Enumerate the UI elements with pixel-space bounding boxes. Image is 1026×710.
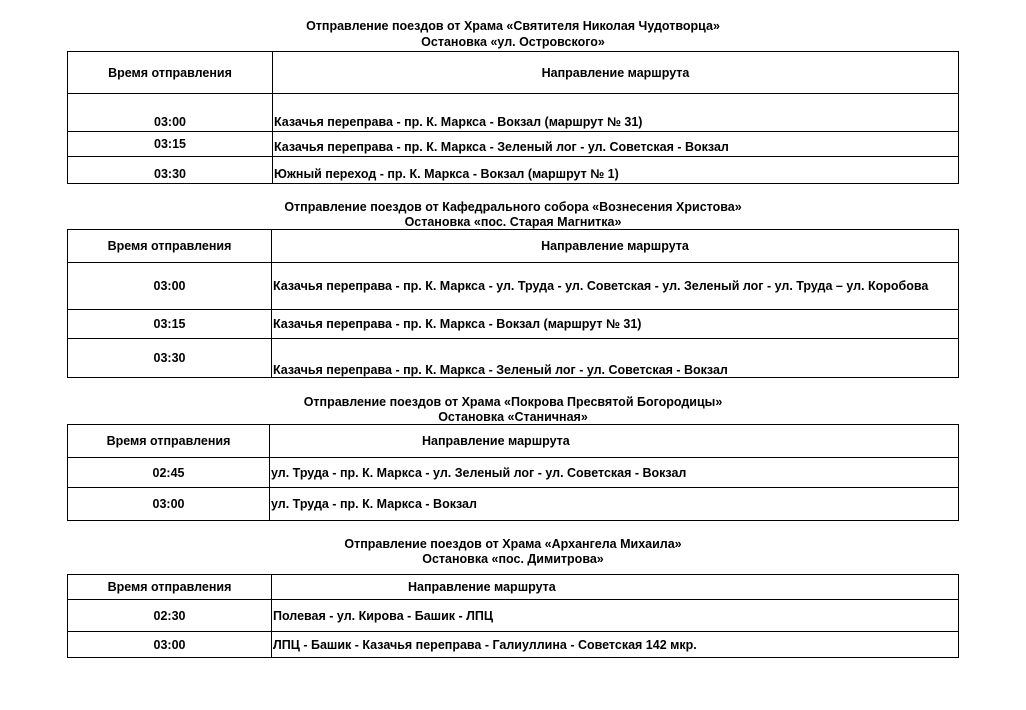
table-row	[68, 488, 959, 521]
section-3-title: Отправление поездов от Храма «Покрова Пресвятой Богородицы»	[303, 395, 723, 409]
departure-time: 03:30	[68, 339, 272, 378]
header-direction: Направление маршрута	[273, 52, 959, 94]
departure-time: 03:00	[68, 263, 272, 310]
departure-time: 02:45	[68, 458, 270, 488]
route-direction: Казачья переправа - пр. К. Маркса - Зеленый лог - ул. Советская - Вокзал	[273, 132, 959, 157]
table-row	[68, 263, 959, 310]
header-time: Время отправления	[68, 52, 273, 94]
departure-time: 03:15	[68, 310, 272, 339]
departure-time: 03:00	[68, 94, 273, 132]
table-row	[68, 339, 959, 378]
section-2-schedule-table	[67, 229, 959, 378]
table-row	[68, 94, 959, 132]
route-direction: Казачья переправа - пр. К. Маркса - Зеленый лог - ул. Советская - Вокзал	[272, 339, 959, 378]
departure-time: 03:30	[68, 157, 273, 184]
route-direction: ул. Труда - пр. К. Маркса - Вокзал	[270, 488, 959, 521]
section-1-title: Отправление поездов от Храма «Святителя Николая Чудотворца»	[306, 19, 720, 33]
section-1-schedule-table	[67, 51, 959, 184]
section-4-schedule-table	[67, 574, 959, 658]
section-4-title: Отправление поездов от Храма «Архангела Михаила»	[344, 537, 682, 551]
departure-time: 03:00	[68, 488, 270, 521]
header-time: Время отправления	[68, 425, 270, 458]
section-2-stop: Остановка «пос. Старая Магнитка»	[404, 215, 622, 229]
departure-time: 02:30	[68, 600, 272, 632]
section-3-schedule-table	[67, 424, 959, 521]
header-time: Время отправления	[68, 575, 272, 600]
table-row	[68, 132, 959, 157]
departure-time: 03:00	[68, 632, 272, 658]
route-direction: Казачья переправа - пр. К. Маркса - Вокзал (маршрут № 31)	[273, 94, 959, 132]
route-direction: ул. Труда - пр. К. Маркса - ул. Зеленый лог - ул. Советская - Вокзал	[270, 458, 959, 488]
section-2-title: Отправление поездов от Кафедрального собора «Вознесения Христова»	[284, 200, 742, 214]
table-row	[68, 600, 959, 632]
table-header-row	[68, 575, 959, 600]
route-direction: Казачья переправа - пр. К. Маркса - Вокзал (маршрут № 31)	[272, 310, 959, 339]
table-header-row	[68, 52, 959, 94]
header-time: Время отправления	[68, 230, 272, 263]
table-header-row	[68, 425, 959, 458]
route-direction: Полевая - ул. Кирова - Башик - ЛПЦ	[272, 600, 959, 632]
table-row	[68, 458, 959, 488]
header-direction: Направление маршрута	[272, 575, 959, 600]
section-3-stop: Остановка «Станичная»	[438, 410, 588, 424]
header-direction: Направление маршрута	[272, 230, 959, 263]
table-header-row	[68, 230, 959, 263]
table-row	[68, 157, 959, 184]
header-direction: Направление маршрута	[270, 425, 959, 458]
route-direction: Казачья переправа - пр. К. Маркса - ул. Труда - ул. Советская - ул. Зеленый лог - ул. Труда – ул. Коробова	[272, 263, 959, 310]
route-direction: ЛПЦ - Башик - Казачья переправа - Галиуллина - Советская 142 мкр.	[272, 632, 959, 658]
table-row	[68, 632, 959, 658]
departure-time: 03:15	[68, 132, 273, 157]
route-direction: Южный переход - пр. К. Маркса - Вокзал (маршрут № 1)	[273, 157, 959, 184]
section-1-stop: Остановка «ул. Островского»	[421, 35, 605, 49]
section-4-stop: Остановка «пос. Димитрова»	[422, 552, 604, 566]
table-row	[68, 310, 959, 339]
